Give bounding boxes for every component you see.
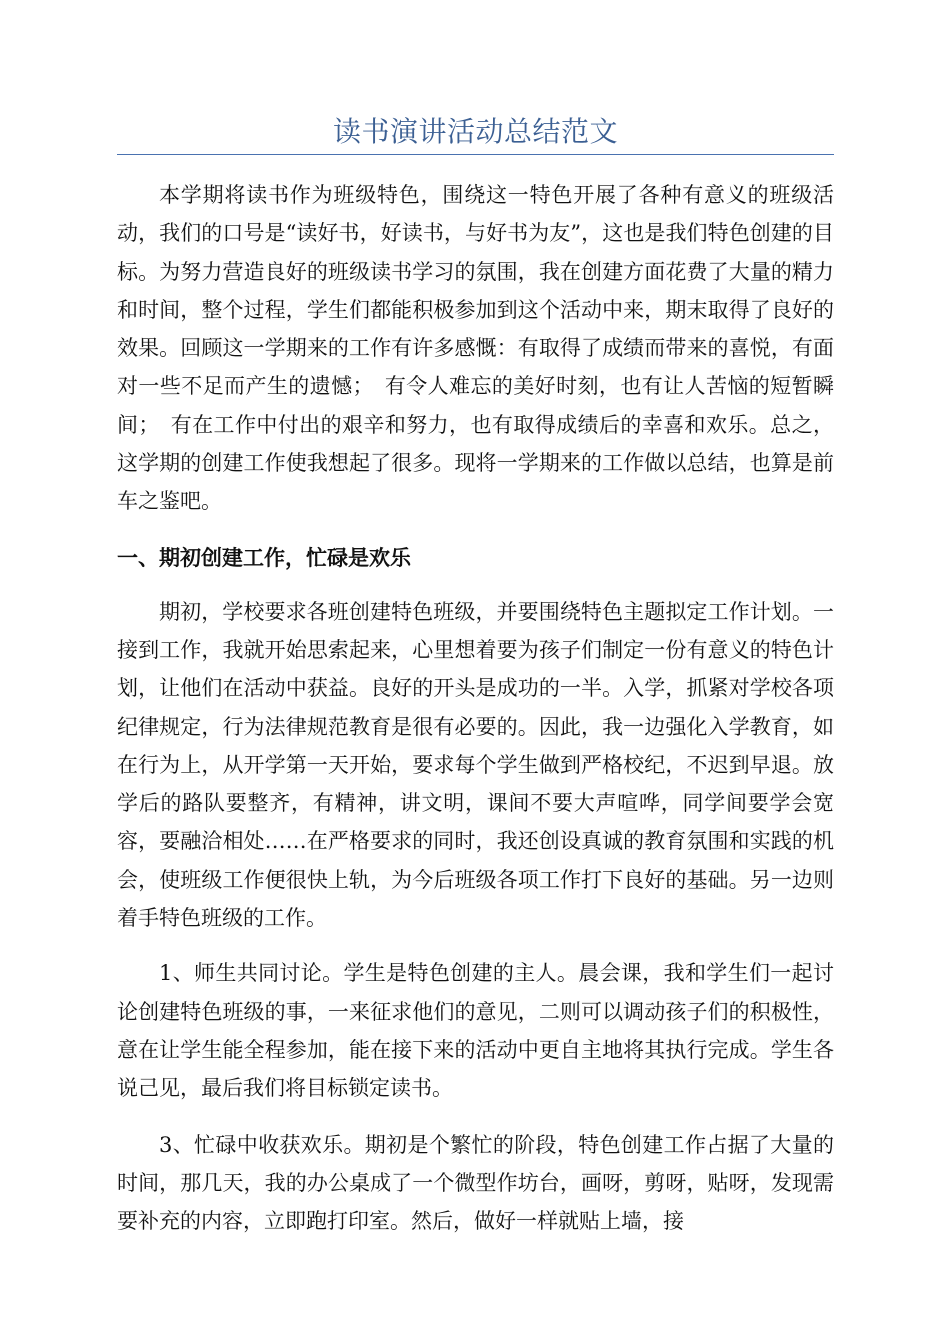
intro-paragraph: 本学期将读书作为班级特色，围绕这一特色开展了各种有意义的班级活动，我们的口号是“读好书，好读书，与好书为友”，这也是我们特色创建的目标。为努力营造良好的班级读书学习的氛围，我在创建方面花费了大量的精力和时间，整个过程，学生们都能积极参加到这个活动中来，期末取得了良好的效果。回顾这一学期来的工作有许多感慨：有取得了成绩而带来的喜悦，有面对一些不足而产生的遗憾； 有令人难忘的美好时刻，也有让人苦恼的短暂瞬间； 有在工作中付出的艰辛和努力，也有取得成绩后的幸喜和欢乐。总之，这学期的创建工作使我想起了很多。现将一学期来的工作做以总结，也算是前车之鉴吧。 [117,183,834,514]
document-title: 读书演讲活动总结范文 [332,115,618,148]
paragraph-spacer [117,577,834,593]
paragraph-spacer [117,521,834,539]
list-item-paragraph: 3、忙碌中收获欢乐。期初是个繁忙的阶段，特色创建工作占据了大量的时间，那几天，我的办公桌成了一个微型作坊台，画呀，剪呀，贴呀，发现需要补充的内容，立即跑打印室。然后，做好一样就贴上墙，接 [117,1132,834,1234]
title-underline [117,154,834,155]
paragraph-spacer [117,937,834,954]
document-body [117,176,834,1240]
section-heading: 一、期初创建工作，忙碌是欢乐 [117,545,411,570]
section-body-paragraph: 期初，学校要求各班创建特色班级，并要围绕特色主题拟定工作计划。一接到工作，我就开始思索起来，心里想着要为孩子们制定一份有意义的特色计划，让他们在活动中获益。良好的开头是成功的一半。入学，抓紧对学校各项纪律规定，行为法律规范教育是很有必要的。因此，我一边强化入学教育，如在行为上，从开学第一天开始，要求每个学生做到严格校纪，不迟到早退。放学后的路队要整齐，有精神，讲文明，课间不要大声喧哗，同学间要学会宽容，要融洽相处……在严格要求的同时，我还创设真诚的教育氛围和实践的机会，使班级工作便很快上轨，为今后班级各项工作打下良好的基础。另一边则着手特色班级的工作。 [117,599,834,931]
paragraph-spacer [117,1108,834,1126]
list-item-paragraph: 1、师生共同讨论。学生是特色创建的主人。晨会课，我和学生们一起讨论创建特色班级的事，一来征求他们的意见，二则可以调动孩子们的积极性，意在让学生能全程参加，能在接下来的活动中更自主地将其执行完成。学生各说己见，最后我们将目标锁定读书。 [117,961,834,1101]
